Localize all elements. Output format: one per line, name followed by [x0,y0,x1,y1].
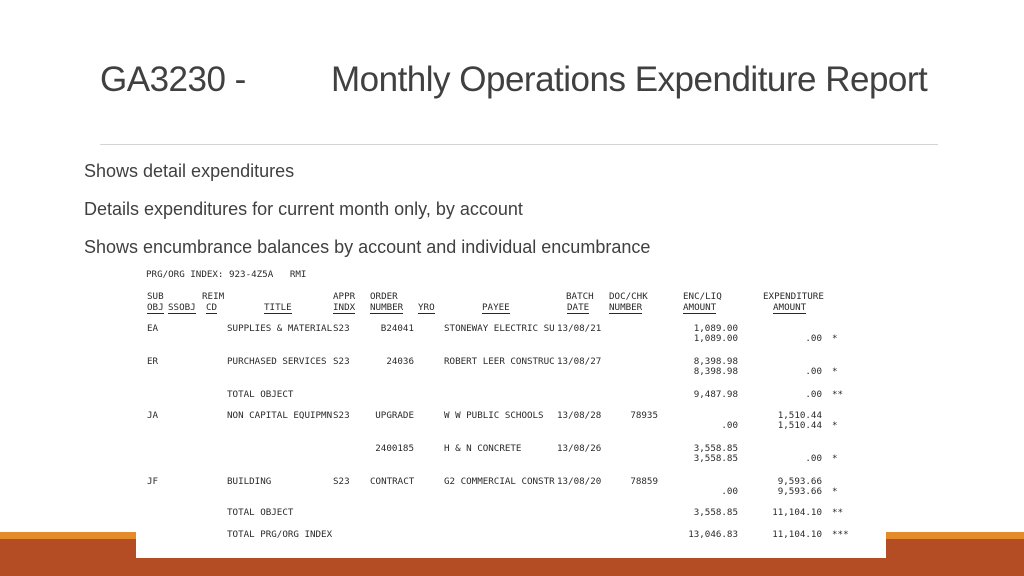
cell-sub-obj: EA [147,323,159,334]
title-divider [100,144,938,145]
cell-title: TOTAL OBJECT [227,389,294,400]
cell-sub-obj: JA [147,410,159,421]
cell-order-number: 2400185 [375,443,414,454]
col-header-exp-amount: AMOUNT [773,302,807,313]
bullet-item: Details expenditures for current month only, by account [84,199,523,219]
cell-order-number: UPGRADE [375,410,414,421]
col-header-order: ORDER [370,291,398,302]
cell-appr-indx: S23 [333,410,350,421]
col-header-enc: ENC/LIQ [683,291,722,302]
cell-batch-date: 13/08/27 [557,356,602,367]
cell-title: BUILDING [227,476,272,487]
cell-title: PURCHASED SERVICES [227,356,327,367]
col-header-ssobj: SSOBJ [168,302,196,313]
cell-marker: ** [832,507,844,518]
cell-exp-amount: 9,593.66 [777,486,822,497]
cell-enc-amount: 8,398.98 [693,356,738,367]
col-header-date: DATE [567,302,590,313]
cell-doc-number: 78859 [630,476,658,487]
cell-exp-amount: .00 [805,389,822,400]
cell-exp-amount: .00 [805,366,822,377]
cell-enc-amount: 3,558.85 [693,453,738,464]
cell-marker: ** [832,389,844,400]
col-header-sub: SUB [147,291,164,302]
cell-exp-amount: .00 [805,453,822,464]
cell-enc-amount: 3,558.85 [693,507,738,518]
cell-batch-date: 13/08/28 [557,410,602,421]
cell-enc-amount: 1,089.00 [693,333,738,344]
report-index-line: PRG/ORG INDEX: 923-4Z5A RMI [146,269,307,280]
cell-exp-amount: 9,593.66 [777,476,822,487]
col-header-doc-number: NUMBER [609,302,643,313]
cell-batch-date: 13/08/21 [557,323,602,334]
cell-batch-date: 13/08/26 [557,443,602,454]
cell-exp-amount: 11,104.10 [772,529,822,540]
bullet-list [84,160,650,274]
cell-payee: H & N CONCRETE [444,443,522,454]
cell-payee: STONEWAY ELECTRIC SU [444,323,555,334]
cell-marker: * [832,453,838,464]
col-header-expenditure: EXPENDITURE [763,291,824,302]
cell-appr-indx: S23 [333,476,350,487]
col-header-appr: APPR [333,291,356,302]
title-text: Monthly Operations Expenditure Report [331,60,928,99]
cell-enc-amount: .00 [721,420,738,431]
cell-title: TOTAL OBJECT [227,507,294,518]
cell-exp-amount: 1,510.44 [777,410,822,421]
cell-title: SUPPLIES & MATERIAL [227,323,333,334]
col-header-yro: YRO [418,302,435,313]
cell-exp-amount: 11,104.10 [772,507,822,518]
cell-enc-amount: 9,487.98 [693,389,738,400]
col-header-enc-amount: AMOUNT [683,302,717,313]
col-header-title: TITLE [264,302,292,313]
cell-order-number: B24041 [380,323,414,334]
cell-order-number: 24036 [386,356,414,367]
cell-marker: * [832,420,838,431]
bullet-item: Shows detail expenditures [84,161,295,181]
cell-appr-indx: S23 [333,356,350,367]
col-header-reim: REIM [202,291,225,302]
cell-order-number: CONTRACT [370,476,415,487]
col-header-payee: PAYEE [482,302,510,313]
cell-payee: ROBERT LEER CONSTRUC [444,356,555,367]
cell-exp-amount: 1,510.44 [777,420,822,431]
col-header-indx: INDX [333,302,356,313]
cell-marker: * [832,333,838,344]
col-header-cd: CD [206,302,218,313]
cell-enc-amount: 1,089.00 [693,323,738,334]
col-header-doc: DOC/CHK [609,291,648,302]
cell-title: NON CAPITAL EQUIPMN [227,410,333,421]
report-printout [136,262,886,558]
cell-enc-amount: 13,046.83 [688,529,738,540]
cell-enc-amount: .00 [721,486,738,497]
col-header-number: NUMBER [370,302,404,313]
col-header-batch: BATCH [566,291,594,302]
slide-title [100,60,928,100]
col-header-obj: OBJ [147,302,164,313]
cell-payee: G2 COMMERCIAL CONSTR [444,476,555,487]
cell-payee: W W PUBLIC SCHOOLS [444,410,544,421]
title-code: GA3230 - [100,60,246,99]
cell-exp-amount: .00 [805,333,822,344]
cell-batch-date: 13/08/20 [557,476,602,487]
cell-doc-number: 78935 [630,410,658,421]
cell-enc-amount: 3,558.85 [693,443,738,454]
bullet-item: Shows encumbrance balances by account and individual encumbrance [84,237,651,257]
cell-sub-obj: JF [147,476,159,487]
cell-marker: * [832,366,838,377]
cell-marker: * [832,486,838,497]
cell-enc-amount: 8,398.98 [693,366,738,377]
cell-marker: *** [832,529,849,540]
cell-title: TOTAL PRG/ORG INDEX [227,529,333,540]
cell-sub-obj: ER [147,356,159,367]
cell-appr-indx: S23 [333,323,350,334]
